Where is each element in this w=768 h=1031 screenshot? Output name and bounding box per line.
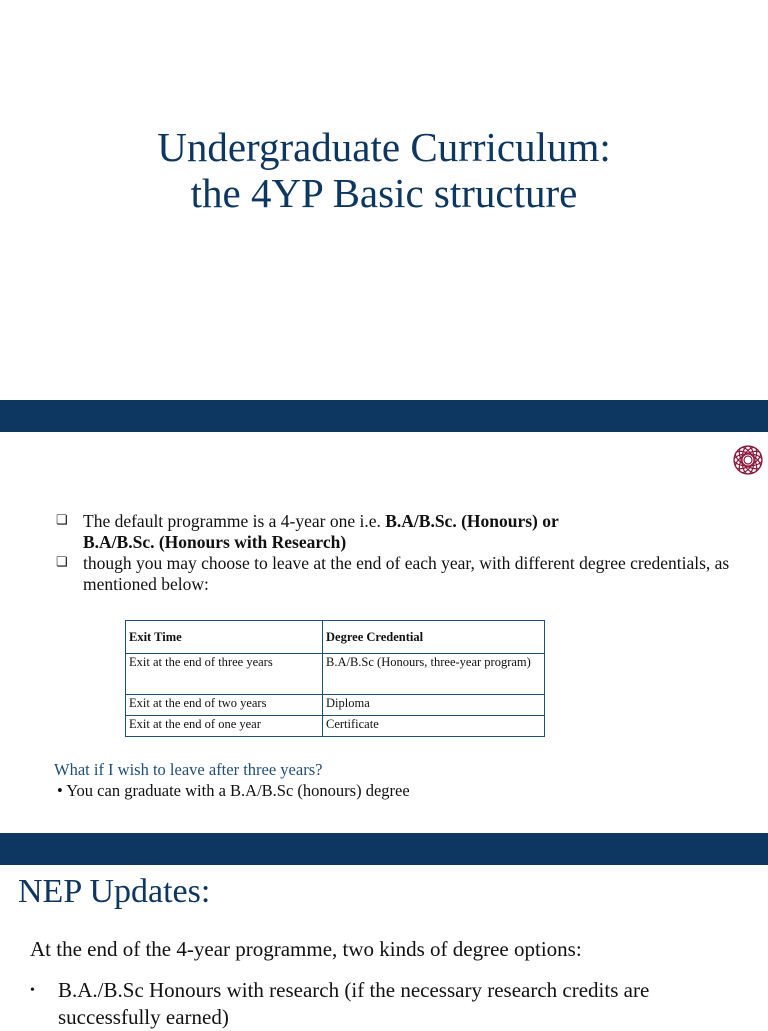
structure-bullets [56,511,736,595]
title-line-1: Undergraduate Curriculum: [157,124,611,170]
table-cell: Diploma [323,695,545,716]
bullet2-text: though you may choose to leave at the end of each year, with different degree credentials, as mentioned below: [83,553,730,594]
table-cell: Exit at the end of two years [126,695,323,716]
bullet1-bold-1: B.A/B.Sc. (Honours) or [385,511,559,531]
table-row [126,716,545,737]
table-row [126,654,545,695]
bullet-leave-early [56,553,736,595]
bullet1-text: The default programme is a 4-year one i.e. [83,511,386,531]
checkbox-bullet-icon: ❏ [56,512,68,527]
header-exit-time: Exit Time [126,621,323,654]
table-cell: Certificate [323,716,545,737]
slide-title [0,124,768,216]
bullet-dot: • [30,983,35,998]
nep-title: NEP Updates: [18,873,211,910]
nep-option-text: B.A./B.Sc Honours with research (if the necessary research credits are successfully earned) [58,978,650,1029]
header-degree-credential: Degree Credential [323,621,545,654]
leave-answer: • You can graduate with a B.A/B.Sc (honours) degree [57,781,410,800]
bullet-default-programme [56,511,736,553]
exit-credential-table [125,620,545,737]
table-cell: Exit at the end of one year [126,716,323,737]
bullet1-bold-2: B.A/B.Sc. (Honours with Research) [83,532,347,552]
header-band [0,400,768,432]
title-line-2: the 4YP Basic structure [190,170,578,216]
table-header-row [126,621,545,654]
table-row [126,695,545,716]
nep-option-item [30,977,730,1031]
table-cell: Exit at the end of three years [126,654,323,695]
nep-intro: At the end of the 4-year programme, two kinds of degree options: [30,937,582,961]
checkbox-bullet-icon: ❏ [56,554,68,569]
table-cell: B.A/B.Sc (Honours, three-year program) [323,654,545,695]
title-slide [0,0,768,400]
rosette-logo-icon [732,444,764,476]
leave-question: What if I wish to leave after three years? [54,760,323,779]
header-band [0,833,768,865]
